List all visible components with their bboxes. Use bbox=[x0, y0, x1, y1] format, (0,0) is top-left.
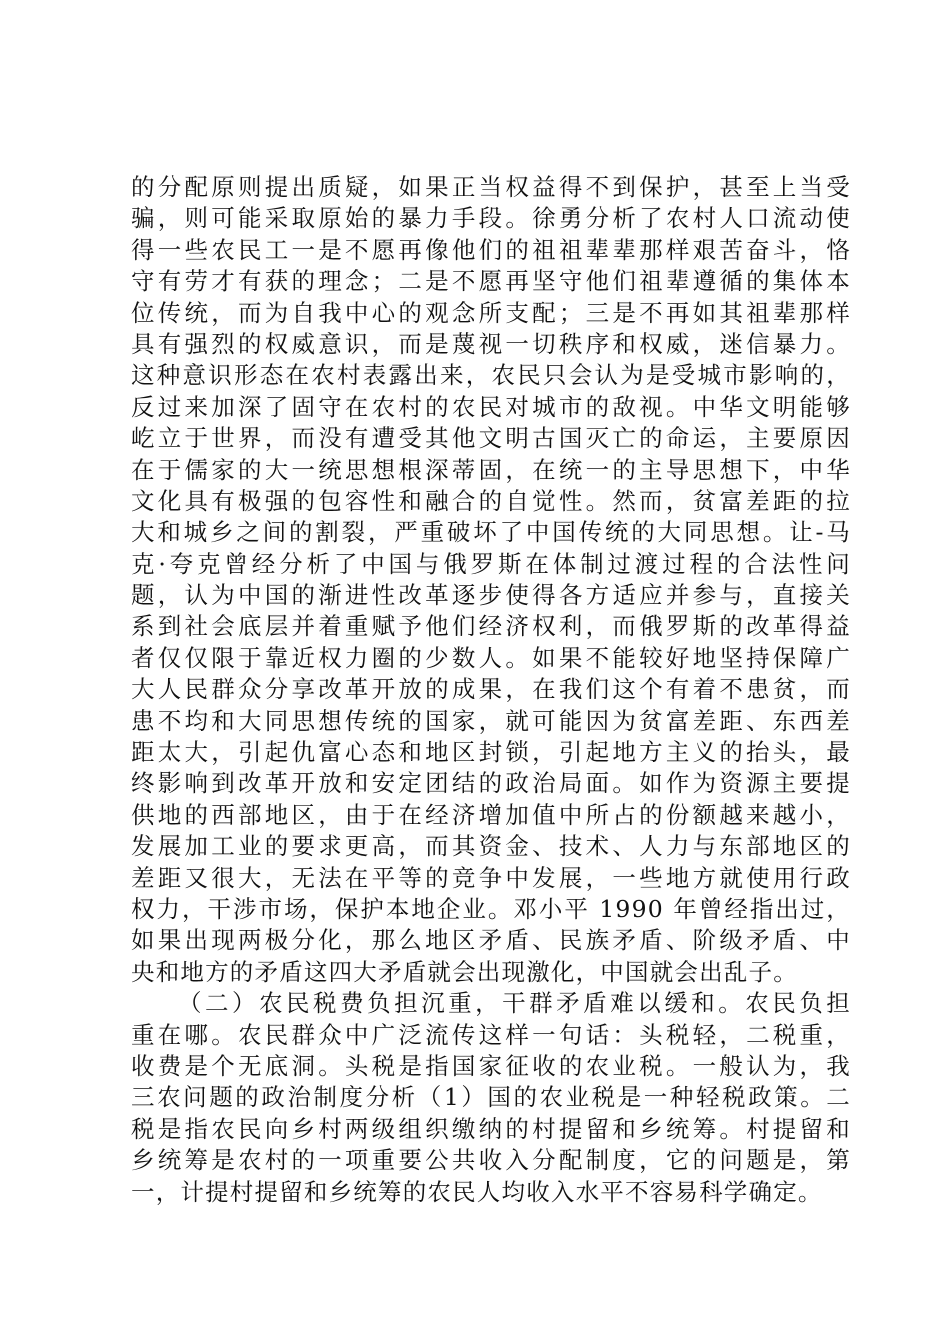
text-line: 在于儒家的大一统思想根深蒂固，在统一的主导思想下，中华 bbox=[131, 455, 851, 484]
paragraph-start-line: （二）农民税费负担沉重，干群矛盾难以缓和。农民负担 bbox=[178, 989, 851, 1018]
text-line: 一，计提村提留和乡统筹的农民人均收入水平不容易科学确定。 bbox=[131, 1177, 823, 1206]
text-line: 守有劳才有获的理念；二是不愿再坚守他们祖辈遵循的集体本 bbox=[131, 267, 851, 296]
text-line: 距太大，引起仇富心态和地区封锁，引起地方主义的抬头，最 bbox=[131, 738, 851, 767]
text-line: 得一些农民工一是不愿再像他们的祖祖辈辈那样艰苦奋斗，恪 bbox=[131, 235, 851, 264]
text-line: 乡统筹是农村的一项重要公共收入分配制度，它的问题是，第 bbox=[131, 1146, 851, 1175]
text-line: 具有强烈的权威意识，而是蔑视一切秩序和权威，迷信暴力。 bbox=[131, 329, 851, 358]
text-line: 骗，则可能采取原始的暴力手段。徐勇分析了农村人口流动使 bbox=[131, 204, 851, 233]
text-line: 权力，干涉市场，保护本地企业。邓小平 1990 年曾经指出过， bbox=[131, 894, 851, 923]
text-line: 三农问题的政治制度分析（1）国的农业税是一种轻税政策。二 bbox=[131, 1083, 851, 1112]
text-line: 的分配原则提出质疑，如果正当权益得不到保护，甚至上当受 bbox=[131, 173, 851, 201]
text-line: 终影响到改革开放和安定团结的政治局面。如作为资源主要提 bbox=[131, 769, 851, 798]
text-line: 题，认为中国的渐进性改革逐步使得各方适应并参与，直接关 bbox=[131, 581, 851, 610]
paragraph-end-line: 央和地方的矛盾这四大矛盾就会出现激化，中国就会出乱子。 bbox=[131, 957, 798, 986]
text-line: 大和城乡之间的割裂，严重破坏了中国传统的大同思想。让-马 bbox=[131, 518, 851, 547]
text-line: 供地的西部地区，由于在经济增加值中所占的份额越来越小， bbox=[131, 800, 851, 829]
text-line: 系到社会底层并着重赋予他们经济权利，而俄罗斯的改革得益 bbox=[131, 612, 851, 641]
text-line: 克·夸克曾经分析了中国与俄罗斯在体制过渡过程的合法性问 bbox=[131, 549, 851, 578]
text-line: 重在哪。农民群众中广泛流传这样一句话：头税轻，二税重， bbox=[131, 1020, 851, 1049]
text-line: 大人民群众分享改革开放的成果，在我们这个有着不患贫，而 bbox=[131, 675, 851, 704]
text-line: 患不均和大同思想传统的国家，就可能因为贫富差距、东西差 bbox=[131, 706, 851, 735]
text-line: 反过来加深了固守在农村的农民对城市的敌视。中华文明能够 bbox=[131, 392, 851, 421]
text-line: 如果出现两极分化，那么地区矛盾、民族矛盾、阶级矛盾、中 bbox=[131, 926, 851, 955]
text-line: 文化具有极强的包容性和融合的自觉性。然而，贫富差距的拉 bbox=[131, 486, 851, 515]
text-line: 收费是个无底洞。头税是指国家征收的农业税。一般认为，我 bbox=[131, 1051, 851, 1080]
text-line: 屹立于世界，而没有遭受其他文明古国灭亡的命运，主要原因 bbox=[131, 424, 851, 453]
text-line: 税是指农民向乡村两级组织缴纳的村提留和乡统筹。村提留和 bbox=[131, 1114, 851, 1143]
body-text bbox=[131, 172, 851, 1208]
text-line: 这种意识形态在农村表露出来，农民只会认为是受城市影响的， bbox=[131, 361, 851, 390]
text-line: 位传统，而为自我中心的观念所支配；三是不再如其祖辈那样 bbox=[131, 298, 851, 327]
text-line: 发展加工业的要求更高，而其资金、技术、人力与东部地区的 bbox=[131, 832, 851, 861]
text-line: 差距又很大，无法在平等的竞争中发展，一些地方就使用行政 bbox=[131, 863, 851, 892]
text-line: 者仅仅限于靠近权力圈的少数人。如果不能较好地坚持保障广 bbox=[131, 643, 851, 672]
